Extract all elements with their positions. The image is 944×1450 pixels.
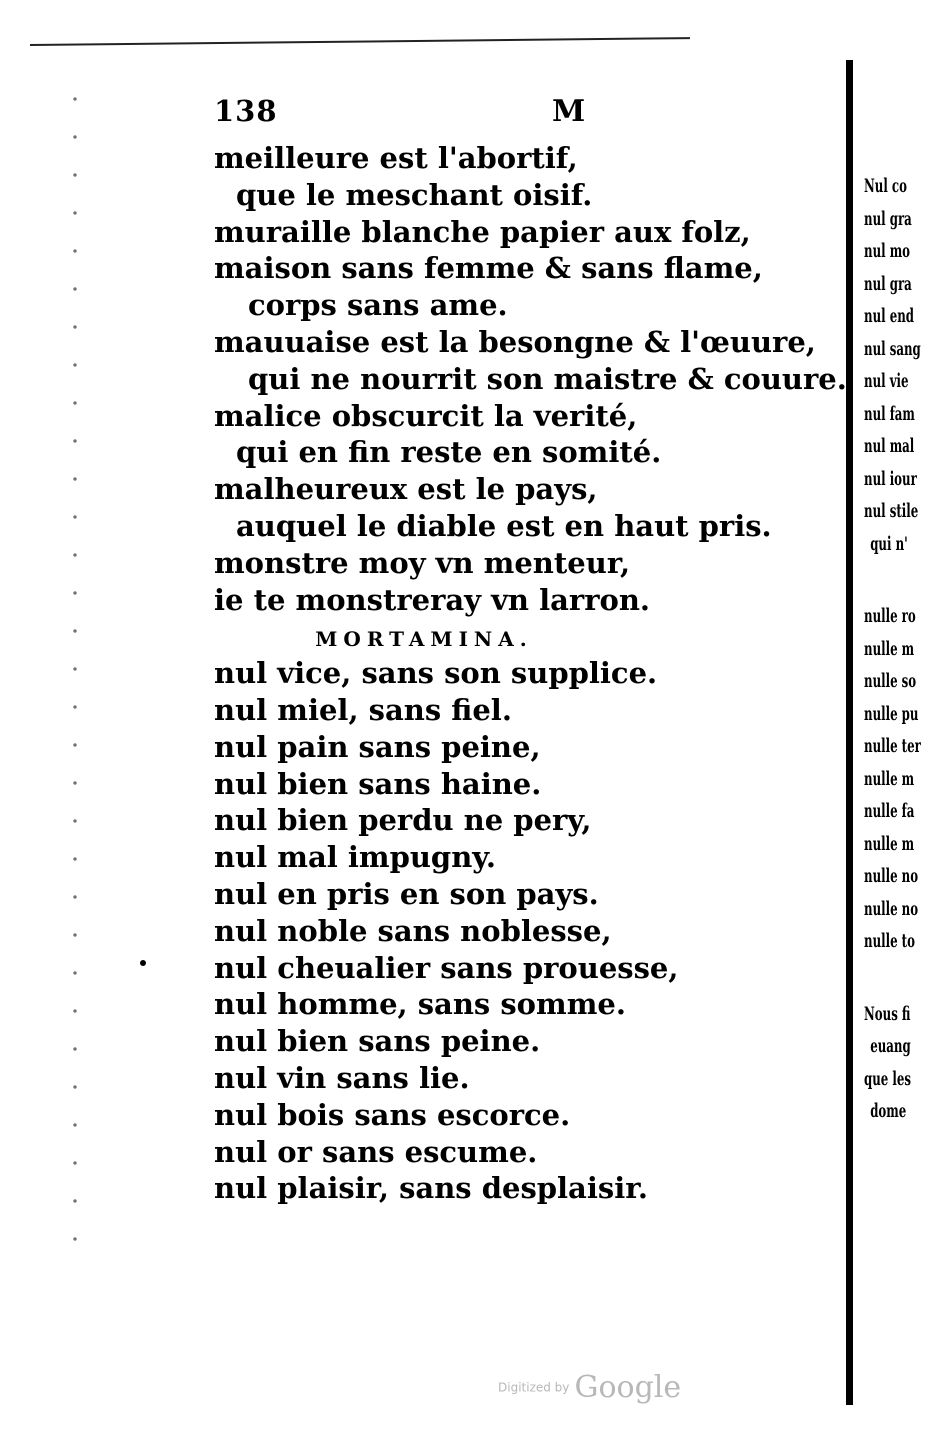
facing-line: nulle to <box>864 930 915 952</box>
text-line: muraille blanche papier aux folz, <box>214 214 751 249</box>
facing-gap <box>864 560 944 600</box>
facing-line: nul vie <box>864 370 909 392</box>
facing-line: nulle pu <box>864 702 919 725</box>
facing-line: nul sang <box>864 337 921 360</box>
text-line: nul homme, sans somme. <box>214 987 626 1022</box>
facing-line: nul iour <box>864 467 917 490</box>
text-line: que le meschant oisif. <box>236 177 593 212</box>
text-line: nul miel, sans fiel. <box>214 692 512 727</box>
facing-line: nulle so <box>864 670 917 692</box>
text-line: nul vice, sans son supplice. <box>214 656 658 691</box>
section-title: MORTAMINA. <box>315 627 533 652</box>
facing-line: nul gra <box>864 207 912 230</box>
running-head: M <box>552 94 586 129</box>
facing-line: dome <box>870 1100 907 1122</box>
digitization-footer <box>498 1370 681 1404</box>
text-line: nul mal impugny. <box>214 840 496 875</box>
text-line: nul bois sans escorce. <box>214 1097 571 1132</box>
facing-line: Nous fi <box>864 1002 911 1025</box>
text-line: nul en pris en son pays. <box>214 876 599 911</box>
text-line: nul cheualier sans prouesse, <box>214 950 679 985</box>
facing-line: qui n' <box>870 532 908 555</box>
text-line: mauuaise est la besongne & l'œuure, <box>214 324 816 359</box>
page-header <box>214 94 774 138</box>
facing-line: nul gra <box>864 272 912 295</box>
text-line: malice obscurcit la verité, <box>214 398 638 433</box>
text-line: nul bien sans peine. <box>214 1024 541 1059</box>
facing-line: nulle m <box>864 637 915 660</box>
page-fold-rule <box>846 60 853 1405</box>
facing-line: nul mo <box>864 240 911 262</box>
page-number: 138 <box>214 94 278 128</box>
text-line: nul noble sans noblesse, <box>214 913 612 948</box>
text-line: monstre moy vn menteur, <box>214 545 631 580</box>
text-line: qui en fin reste en somité. <box>236 435 662 470</box>
text-line: nul bien perdu ne pery, <box>214 803 592 838</box>
gutter-speck <box>140 960 146 966</box>
text-line: corps sans ame. <box>248 288 508 323</box>
facing-line: euang <box>870 1035 911 1057</box>
text-line: auquel le diable est en haut pris. <box>236 508 772 543</box>
facing-line: nulle ter <box>864 735 921 757</box>
google-logo: Google <box>574 1370 682 1405</box>
facing-page-edge <box>864 170 944 1128</box>
text-line: nul plaisir, sans desplaisir. <box>214 1171 648 1206</box>
facing-line: nulle no <box>864 897 919 920</box>
facing-line: nulle ro <box>864 605 916 627</box>
text-line: nul pain sans peine, <box>214 729 541 764</box>
facing-line: nulle m <box>864 767 915 790</box>
text-line: nul bien sans haine. <box>214 766 542 801</box>
gutter-specks <box>62 70 86 1270</box>
text-line: qui ne nourrit son maistre & couure. <box>248 361 847 396</box>
top-edge-rule <box>30 37 690 46</box>
facing-line: nul stile <box>864 500 919 522</box>
facing-line: nul end <box>864 305 915 327</box>
facing-line: nul mal <box>864 435 915 457</box>
facing-line: nulle m <box>864 832 915 855</box>
facing-gap <box>864 958 944 998</box>
facing-line: nulle no <box>864 865 919 887</box>
main-text-column <box>214 140 847 1207</box>
text-line: maison sans femme & sans flame, <box>214 251 763 286</box>
facing-line: nulle fa <box>864 800 915 822</box>
facing-line: nul fam <box>864 402 915 425</box>
text-line: malheureux est le pays, <box>214 472 598 507</box>
text-line: nul or sans escume. <box>214 1134 538 1169</box>
digitized-by-label: Digitized by <box>498 1380 570 1395</box>
facing-line: que les <box>864 1067 912 1090</box>
text-line: ie te monstreray vn larron. <box>214 582 651 617</box>
text-line: meilleure est l'abortif, <box>214 141 578 175</box>
text-line: nul vin sans lie. <box>214 1060 470 1095</box>
facing-line: Nul co <box>864 175 907 197</box>
